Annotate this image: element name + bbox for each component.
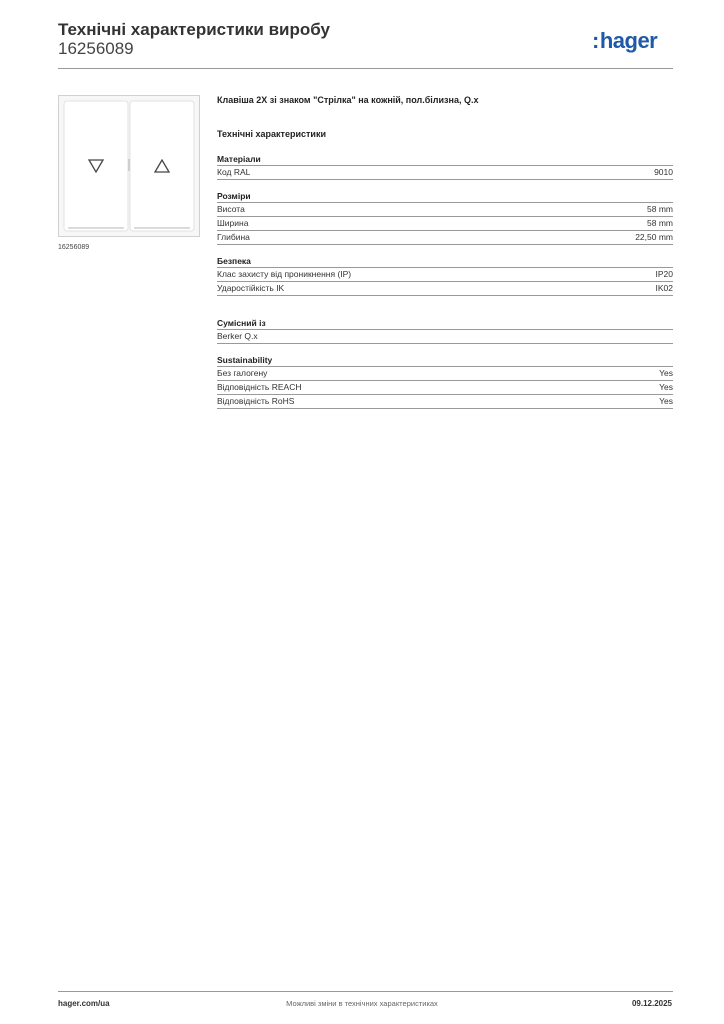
spec-value: Yes — [659, 396, 673, 406]
product-code: 16256089 — [58, 39, 134, 58]
footer-website-link[interactable]: hager.com/ua — [58, 999, 110, 1008]
spec-row — [217, 217, 673, 231]
logo-text: hager — [599, 28, 658, 53]
spec-row — [217, 381, 673, 395]
group-safety — [217, 255, 673, 296]
spec-row — [217, 330, 673, 344]
spec-row — [217, 231, 673, 245]
spec-row — [217, 395, 673, 409]
spec-value: 58 mm — [647, 218, 673, 228]
group-title: Безпека — [217, 255, 673, 268]
spec-label: Без галогену — [217, 368, 268, 378]
spec-label: Ударостійкість IK — [217, 283, 285, 293]
spec-area — [217, 95, 673, 419]
spec-label: Глибина — [217, 232, 250, 242]
product-image — [58, 95, 200, 237]
spec-row — [217, 282, 673, 296]
group-materials — [217, 153, 673, 180]
group-title: Матеріали — [217, 153, 673, 166]
group-title: Сумісний із — [217, 317, 673, 330]
spec-label: Відповідність RoHS — [217, 396, 295, 406]
spec-value: IP20 — [655, 269, 673, 279]
spec-row — [217, 166, 673, 180]
spec-value: 9010 — [654, 167, 673, 177]
spec-label: Відповідність REACH — [217, 382, 302, 392]
group-dimensions — [217, 190, 673, 245]
switch-rocker-illustration — [59, 96, 199, 236]
page-title: Технічні характеристики виробу — [58, 20, 330, 39]
footer-date: 09.12.2025 — [631, 999, 672, 1008]
spec-value: 58 mm — [647, 204, 673, 214]
group-compatible — [217, 317, 673, 344]
group-sustainability — [217, 354, 673, 409]
footer-divider — [58, 991, 673, 992]
product-name: Клавіша 2Х зі знаком "Стрілка" на кожній, пол.білизна, Q.x — [217, 95, 479, 105]
spec-label: Код RAL — [217, 167, 251, 177]
spec-value: IK02 — [655, 283, 673, 293]
spec-label: Клас захисту від проникнення (IP) — [217, 269, 352, 279]
hager-logo: :hager — [592, 28, 658, 53]
group-title: Розміри — [217, 190, 673, 203]
spec-row — [217, 367, 673, 381]
footer-disclaimer: Можливі зміни в технічних характеристиках — [286, 999, 438, 1008]
spec-row — [217, 268, 673, 282]
spec-value: Yes — [659, 382, 673, 392]
spec-row — [217, 203, 673, 217]
spec-label: Ширина — [217, 218, 249, 228]
spec-label: Висота — [217, 204, 245, 214]
spec-value: Yes — [659, 368, 673, 378]
spec-label: Berker Q.x — [217, 331, 258, 341]
spec-heading: Технічні характеристики — [217, 129, 326, 139]
image-caption: 16256089 — [58, 244, 90, 251]
spec-value: 22,50 mm — [635, 232, 673, 242]
header-divider — [58, 68, 673, 69]
group-title: Sustainability — [217, 354, 673, 367]
